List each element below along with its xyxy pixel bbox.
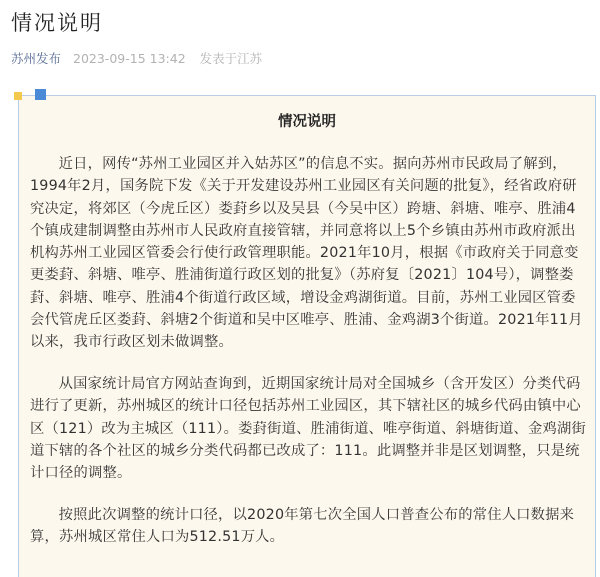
article-title: 情况说明	[11, 11, 103, 35]
statement-paragraph-1: 近日，网传“苏州工业园区并入姑苏区”的信息不实。据向苏州市民政局了解到，1994年2月，国务院下发《关于开发建设苏州工业园区有关问题的批复》，经省政府研究决定，将郊区（今虎丘区）娄葑乡以及吴县（今吴中区）跨塘、斜塘、唯亭、胜浦4个镇成建制调整由苏州市人民政府直接管辖，并同意将以上5个乡镇由苏州市政府派出机构苏州工业园区管委会行使行政管理职能。2021年10月，根据《市政府关于同意变更娄葑、斜塘、唯亭、胜浦街道行政区划的批复》（苏府复〔2021〕104号），调整娄葑、斜塘、唯亭、胜浦4个街道行政区域，增设金鸡湖街道。目前，苏州工业园区管委会代管虎丘区娄葑、斜塘2个街道和吴中区唯亭、胜浦、金鸡湖3个街道。2021年11月以来，我市行政区划未做调整。	[30, 156, 583, 351]
decorative-yellow-square	[14, 92, 22, 100]
statement-paragraph-3: 按照此次调整的统计口径，以2020年第七次全国人口普查公布的常住人口数据来算，苏州城区常住人口为512.51万人。	[30, 507, 575, 546]
account-name-link[interactable]: 苏州发布	[11, 51, 62, 66]
statement-card	[18, 95, 596, 577]
statement-paragraph-2: 从国家统计局官方网站查询到，近期国家统计局对全国城乡（含开发区）分类代码进行了更新，苏州城区的统计口径包括苏州工业园区，其下辖社区的城乡代码由镇中心区（121）改为主城区（111）。娄葑街道、胜浦街道、唯亭街道、斜塘街道、金鸡湖街道下辖的各个社区的城乡分类代码都已改成了：111。此调整并非是区划调整，只是统计口径的调整。	[30, 376, 587, 482]
publish-datetime: 2023-09-15 13:42	[73, 51, 186, 66]
publish-location: 发表于江苏	[199, 51, 263, 66]
article-meta	[11, 51, 262, 67]
decorative-blue-square	[35, 89, 46, 100]
statement-title: 情况说明	[278, 114, 336, 130]
